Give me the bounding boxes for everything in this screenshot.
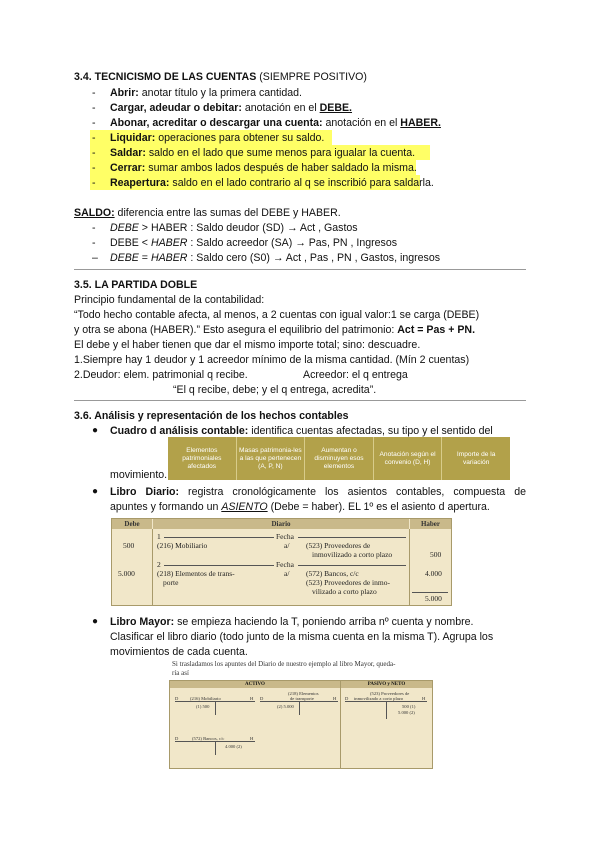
bullet-text: Libro Diario: registra cronológicamente los asientos contables, compuesta de xyxy=(110,486,526,498)
table-header-cell: Masas patrimonia-les a las que pertenecen (A, P, N) xyxy=(237,437,306,480)
bullet-icon: ● xyxy=(92,425,99,436)
document-page: 3.4. TECNICISMO DE LAS CUENTAS (SIEMPRE POSITIVO) - Abrir: anotar título y la primera cantidad. - Cargar, adeudar o debitar: anotación en el DEBE. - Abonar, acreditar o descargar una cuenta: anotación en el HABER. - Liquidar: operaciones para obtener su saldo. - Saldar: saldo en el lado que sume menos para igualar la cuenta. - Cerrar: sumar ambos lados después de haber saldado la misma. - Reapertura: saldo en el lado contrario al q se inscribió para saldarla. SALDO: diferencia entre las sumas del DEBE y HABER. - DEBE > HABER : Saldo deudor (SD) → Act , Gastos - DEBE < HABER : Saldo acreedor (SA) → Pas, PN , Ingresos – DEBE = HABER : Saldo cero (S0) → Act , Pas , PN , Gastos, ingresos 3.5. LA PARTIDA DOBLE Principio fundamental de la contabilidad: “Todo hecho contable afecta, al menos, a 2 cuentas con igual valor:1 se carga (DEBE) y otra se abona (HABER).” Esto asegura el equilibrio del patrimonio: Act = Pas + PN. El debe y el haber tienen que dar el mismo importe total; sino: descuadre. 1.Siempre hay 1 deudor y 1 acreedor mínimo de la misma cantidad. (Mín 2 cuentas) 2.Deudor: elem. patrimonial q recibe. Acreedor: el q entrega “El q recibe, debe; y el q entrega, acredita”. 3.6. Análisis y representación de los hechos contables ● Cuadro d análisis contable: identifica cuentas afectadas, su tipo y el sentido del movimiento. Elementos patrimoniales afectados Masas patrimonia-les a las que pertenecen (A, P, N) Aumentan o disminuyen esos elementos Anotación según el convenio (D, H) Importe de la variación ● Libro Diario: registra cronológicamente los asientos contables, compuesta de apuntes y formando un ASIENTO (Debe = haber). EL 1º es el asiento d apertura. Debe Diario Haber 1 Fecha 500 (216) Mobiliario a/ (523) Proveedores de inmovilizado a corto plazo 500 2 Fecha 5.000 (218) Elementos de trans- porte a/ (572) Bancos, c/c (523) Proveedores de inmo- vilizado a corto plazo 4.000 5.000 ● Libro Mayor: se empieza haciendo la T, poniendo arriba nº cuenta y nombre. Clasificar el libro diario (todo junto de la misma cuenta en la misma T). Agrupa los movimientos de cada cuenta. Si trasladamos los apuntes del Diario de nuestro ejemplo al libro Mayor, queda- ría así ACTIVO PASIVO y NETO D (216) Mobiliario H (1) 500 D (218) Elementos de transporte H (2) 5.000 D (523) Proveedores de inmovilizado a corto plazo H 500 (1) 5.000 (2) D (572) Bancos, c/c H 4.000 (2) xyxy=(0,0,600,848)
saldo-line: DEBE < HABER : Saldo acreedor (SA) → Pas, PN , Ingresos xyxy=(110,237,398,249)
bullet-icon: ● xyxy=(92,616,99,627)
bullet-text: Libro Mayor: se empieza haciendo la T, poniendo arriba nº cuenta y nombre. xyxy=(110,616,474,628)
section-3-5-title: 3.5. LA PARTIDA DOBLE xyxy=(74,279,198,291)
list-item: Abonar, acreditar o descargar una cuenta: anotación en el HABER. xyxy=(110,117,441,129)
paragraph-line: “Todo hecho contable afecta, al menos, a 2 cuentas con igual valor:1 se carga (DEBE) xyxy=(74,309,480,321)
list-item: Cargar, adeudar o debitar: anotación en el DEBE. xyxy=(110,102,353,114)
paragraph-line: y otra se abona (HABER).” Esto asegura el equilibrio del patrimonio: Act = Pas + PN. xyxy=(74,324,476,336)
figure-caption: ría así xyxy=(172,669,189,677)
paragraph-line: Acreedor: el q entrega xyxy=(303,369,408,381)
paragraph-line: “El q recibe, debe; y el q entrega, acredita”. xyxy=(173,384,377,396)
journal-figure: Debe Diario Haber 1 Fecha 500 (216) Mobiliario a/ (523) Proveedores de inmovilizado a corto plazo 500 2 Fecha 5.000 (218) Elementos de trans- porte a/ (572) Bancos, c/c (523) Proveedores de inmo- vilizado a corto plazo 4.000 5.000 xyxy=(111,518,452,606)
bullet-text: movimiento. xyxy=(110,469,168,481)
table-header-cell: Aumentan o disminuyen esos elementos xyxy=(305,437,374,480)
bullet-text: apuntes y formando un ASIENTO (Debe = haber). EL 1º es el asiento d apertura. xyxy=(110,501,490,513)
col-diario: Diario xyxy=(153,519,409,529)
col-haber: Haber xyxy=(410,519,451,529)
table-header-cell: Anotación según el convenio (D, H) xyxy=(374,437,443,480)
paragraph-line: Principio fundamental de la contabilidad: xyxy=(74,294,265,306)
bullet-text: movimientos de cada cuenta. xyxy=(110,646,248,658)
list-item: Abrir: anotar título y la primera cantidad. xyxy=(110,87,302,99)
table-header-cell: Elementos patrimoniales afectados xyxy=(168,437,237,480)
saldo-line: DEBE > HABER : Saldo deudor (SD) → Act , Gastos xyxy=(110,222,358,234)
list-item-highlighted: Reapertura: saldo en el lado contrario al q se inscribió para saldarla. xyxy=(110,177,434,189)
saldo-line: DEBE = HABER : Saldo cero (S0) → Act , Pas , PN , Gastos, ingresos xyxy=(110,252,441,264)
list-item-highlighted: Saldar: saldo en el lado que sume menos para igualar la cuenta. xyxy=(110,147,416,159)
bullet-text: Clasificar el libro diario (todo junto de la misma cuenta en la misma T). Agrupa los xyxy=(110,631,494,643)
saldo-definition: SALDO: diferencia entre las sumas del DEBE y HABER. xyxy=(74,207,341,219)
divider xyxy=(74,400,526,401)
bullet-icon: ● xyxy=(92,486,99,497)
ledger-figure: ACTIVO PASIVO y NETO D (216) Mobiliario H (1) 500 D (218) Elementos de transporte H (2) 5.000 D (523) Proveedores de inmovilizado a corto plazo H 500 (1) 5.000 (2) D (572) Bancos, c/c H 4.000 (2) xyxy=(169,680,433,769)
paragraph-line: 1.Siempre hay 1 deudor y 1 acreedor mínimo de la misma cantidad. (Mín 2 cuentas) xyxy=(74,354,470,366)
analysis-table-header xyxy=(168,437,510,480)
divider xyxy=(74,269,526,270)
section-3-4-title: 3.4. TECNICISMO DE LAS CUENTAS (SIEMPRE POSITIVO) xyxy=(74,71,367,83)
list-item-highlighted: Cerrar: sumar ambos lados después de haber saldado la misma. xyxy=(110,162,417,174)
col-debe: Debe xyxy=(112,519,152,529)
paragraph-line: El debe y el haber tienen que dar el mismo importe total; sino: descuadre. xyxy=(74,339,421,351)
table-header-cell: Importe de la variación xyxy=(456,450,496,466)
bullet-text: Cuadro d análisis contable: identifica cuentas afectadas, su tipo y el sentido del xyxy=(110,425,493,437)
list-item-highlighted: Liquidar: operaciones para obtener su saldo. xyxy=(110,132,325,144)
section-3-6-title: 3.6. Análisis y representación de los hechos contables xyxy=(74,410,349,422)
paragraph-line: 2.Deudor: elem. patrimonial q recibe. xyxy=(74,369,248,381)
figure-caption: Si trasladamos los apuntes del Diario de nuestro ejemplo al libro Mayor, queda- xyxy=(172,660,396,668)
